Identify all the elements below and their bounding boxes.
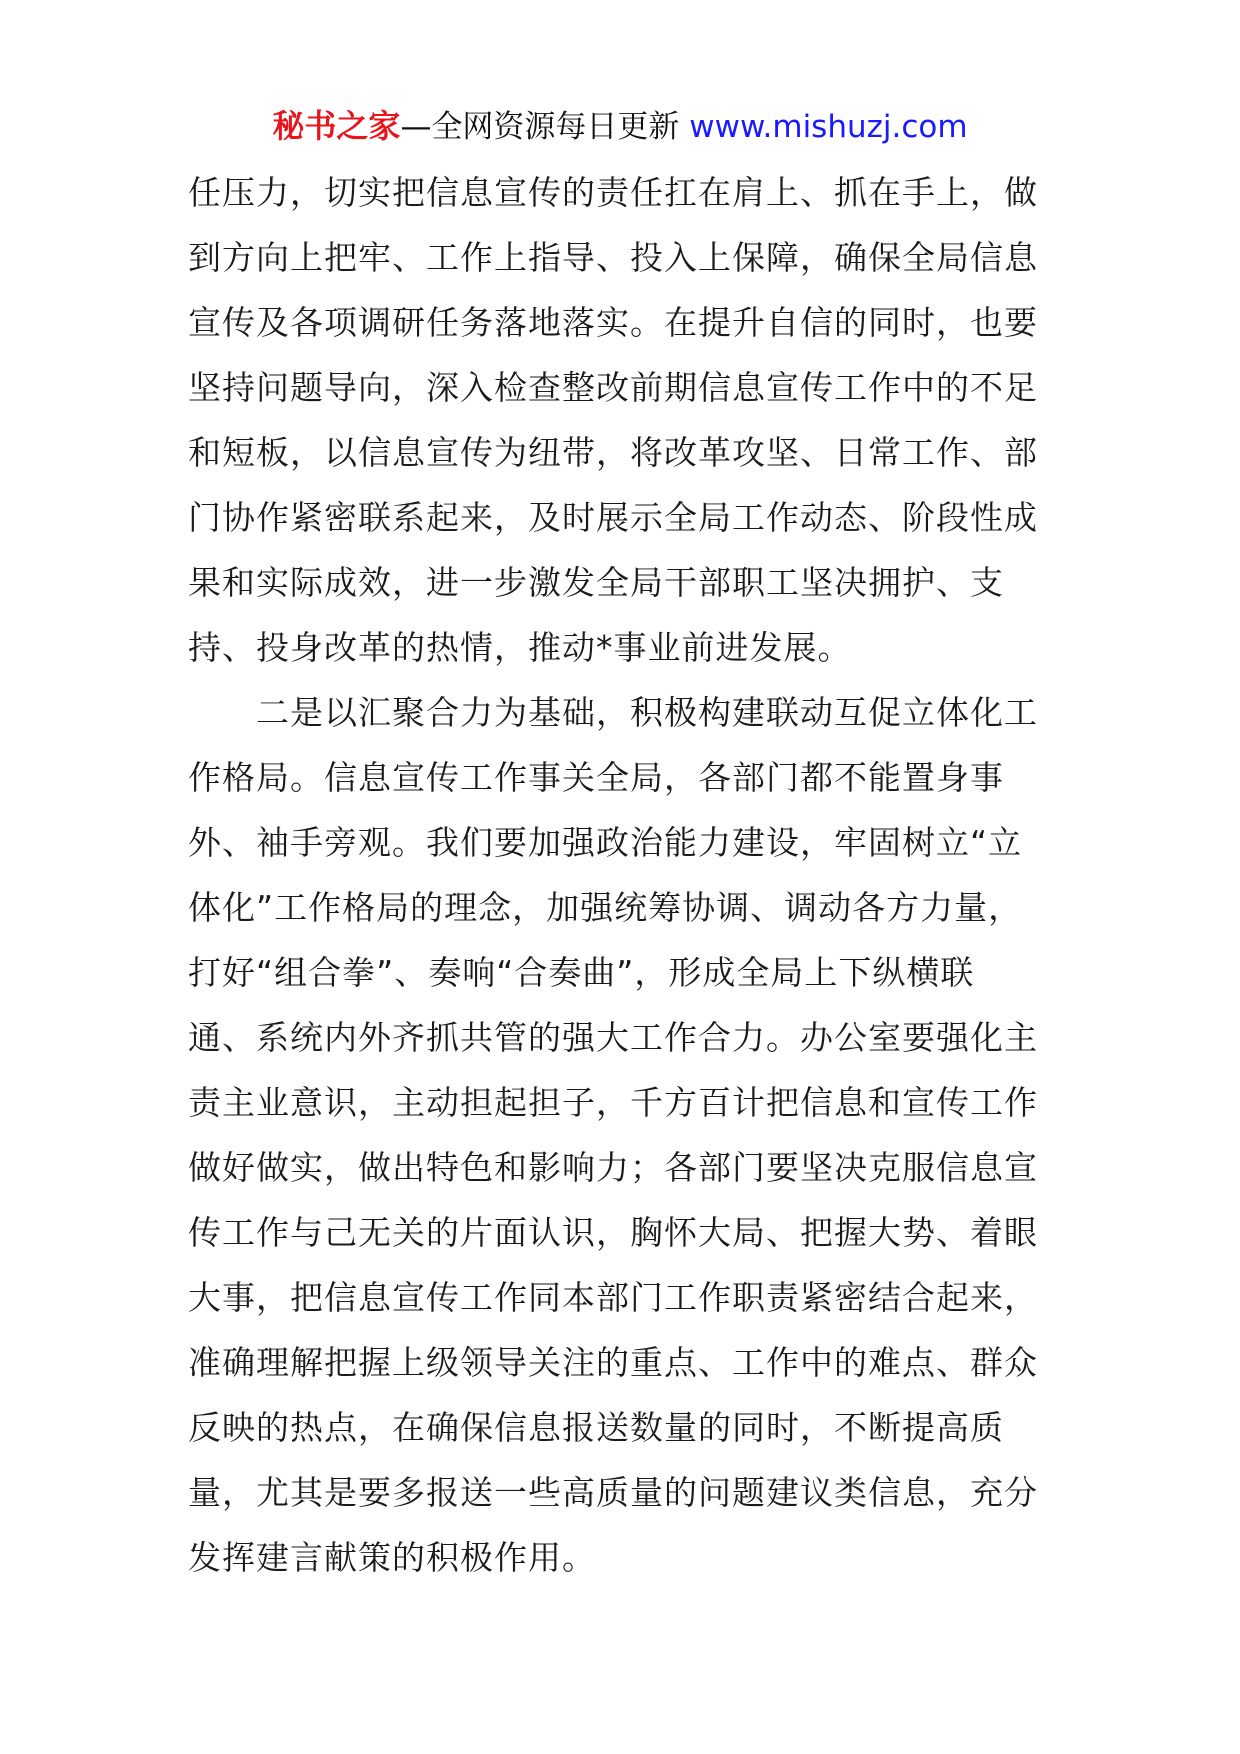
text-line: 坚持问题导向，深入检查整改前期信息宣传工作中的不足 — [188, 368, 1038, 407]
text-line: 任压力，切实把信息宣传的责任扛在肩上、抓在手上，做 — [188, 173, 1038, 212]
site-brand: 秘书之家 — [272, 107, 401, 145]
text-line: 外、袖手旁观。我们要加强政治能力建设，牢固树立“立 — [188, 823, 1023, 862]
text-line: 打好“组合拳”、奏响“合奏曲”，形成全局上下纵横联 — [188, 953, 975, 992]
text-line: 作格局。信息宣传工作事关全局，各部门都不能置身事 — [188, 758, 1004, 797]
text-line: 传工作与己无关的片面认识，胸怀大局、把握大势、着眼 — [188, 1213, 1038, 1252]
text-line: 大事，把信息宣传工作同本部门工作职责紧密结合起来， — [188, 1278, 1038, 1317]
text-line: 责主业意识，主动担起担子，千方百计把信息和宣传工作 — [188, 1083, 1038, 1122]
paragraph-start-line: 二是以汇聚合力为基础，积极构建联动互促立体化工 — [256, 693, 1038, 732]
text-line: 持、投身改革的热情，推动*事业前进发展。 — [188, 628, 852, 667]
text-line: 准确理解把握上级领导关注的重点、工作中的难点、群众 — [188, 1343, 1038, 1382]
text-line: 到方向上把牢、工作上指导、投入上保障，确保全局信息 — [188, 238, 1038, 277]
text-line: 量，尤其是要多报送一些高质量的问题建议类信息，充分 — [188, 1473, 1038, 1512]
text-line: 反映的热点，在确保信息报送数量的同时，不断提高质 — [188, 1408, 1004, 1447]
text-line: 体化”工作格局的理念，加强统筹协调、调动各方力量， — [188, 888, 1023, 927]
text-line: 和短板，以信息宣传为纽带，将改革攻坚、日常工作、部 — [188, 433, 1038, 472]
site-header — [0, 104, 1240, 149]
text-line: 通、系统内外齐抓共管的强大工作合力。办公室要强化主 — [188, 1018, 1038, 1057]
text-line: 宣传及各项调研任务落地落实。在提升自信的同时，也要 — [188, 303, 1038, 342]
site-url-link[interactable]: www.mishuzj.com — [689, 109, 968, 145]
site-tagline: —全网资源每日更新 — [400, 109, 680, 145]
text-line: 门协作紧密联系起来，及时展示全局工作动态、阶段性成 — [188, 498, 1038, 537]
text-line: 果和实际成效，进一步激发全局干部职工坚决拥护、支 — [188, 563, 1004, 602]
text-line: 做好做实，做出特色和影响力；各部门要坚决克服信息宣 — [188, 1148, 1038, 1187]
document-body — [188, 160, 1058, 1590]
text-line: 发挥建言献策的积极作用。 — [188, 1538, 596, 1577]
